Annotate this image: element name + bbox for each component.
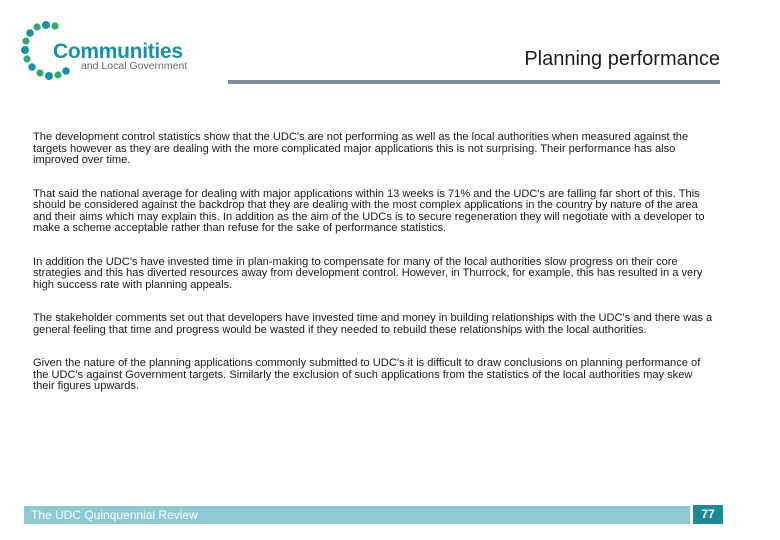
body-content: [33, 132, 713, 415]
logo-wordmark: Communities: [53, 40, 183, 63]
paragraph-1: The development control statistics show that the UDC's are not performing as well as the local authorities when measured against the targets however as they are dealing with the more complicated major applications this is not surprising. Their performance has also improved over time.: [33, 131, 689, 166]
page-number: 77: [693, 505, 723, 524]
title-divider: [228, 80, 720, 84]
page-title: Planning performance: [524, 48, 720, 70]
paragraph-5: Given the nature of the planning applications commonly submitted to UDC's it is difficult to draw conclusions on planning performance of the UDC's against Government targets. Similarly the exclusion of such applications from the statistics of the local authorities may skew their figures upwards.: [33, 357, 701, 392]
logo-subtitle: and Local Government: [81, 60, 188, 72]
footer-bar: [24, 506, 690, 524]
paragraph-3: In addition the UDC's have invested time in plan-making to compensate for many of the local authorities slow progress on their core strategies and this has diverted resources away from development control. However, in Thurrock, for example, this has resulted in a very high success rate with planning appeals.: [33, 255, 703, 291]
footer-title: The UDC Quinquennial Review: [31, 508, 198, 522]
communities-logo: [20, 20, 210, 86]
paragraph-2: That said the national average for dealing with major applications within 13 weeks is 71% and the UDC's are falling far short of this. This should be considered against the backdrop that they are dealing with the most complex applications in the country by nature of the area and their aims which may explain this. In addition as the aim of the UDCs is to secure regeneration they will negotiate with a developer to make a scheme acceptable rather than refuse for the sake of performance statistics.: [33, 187, 705, 234]
paragraph-4: The stakeholder comments set out that developers have invested time and money in building relationships with the UDC's and there was a general feeling that time and progress would be wasted if they needed to rebuild these relationships with the local authorities.: [33, 312, 713, 336]
